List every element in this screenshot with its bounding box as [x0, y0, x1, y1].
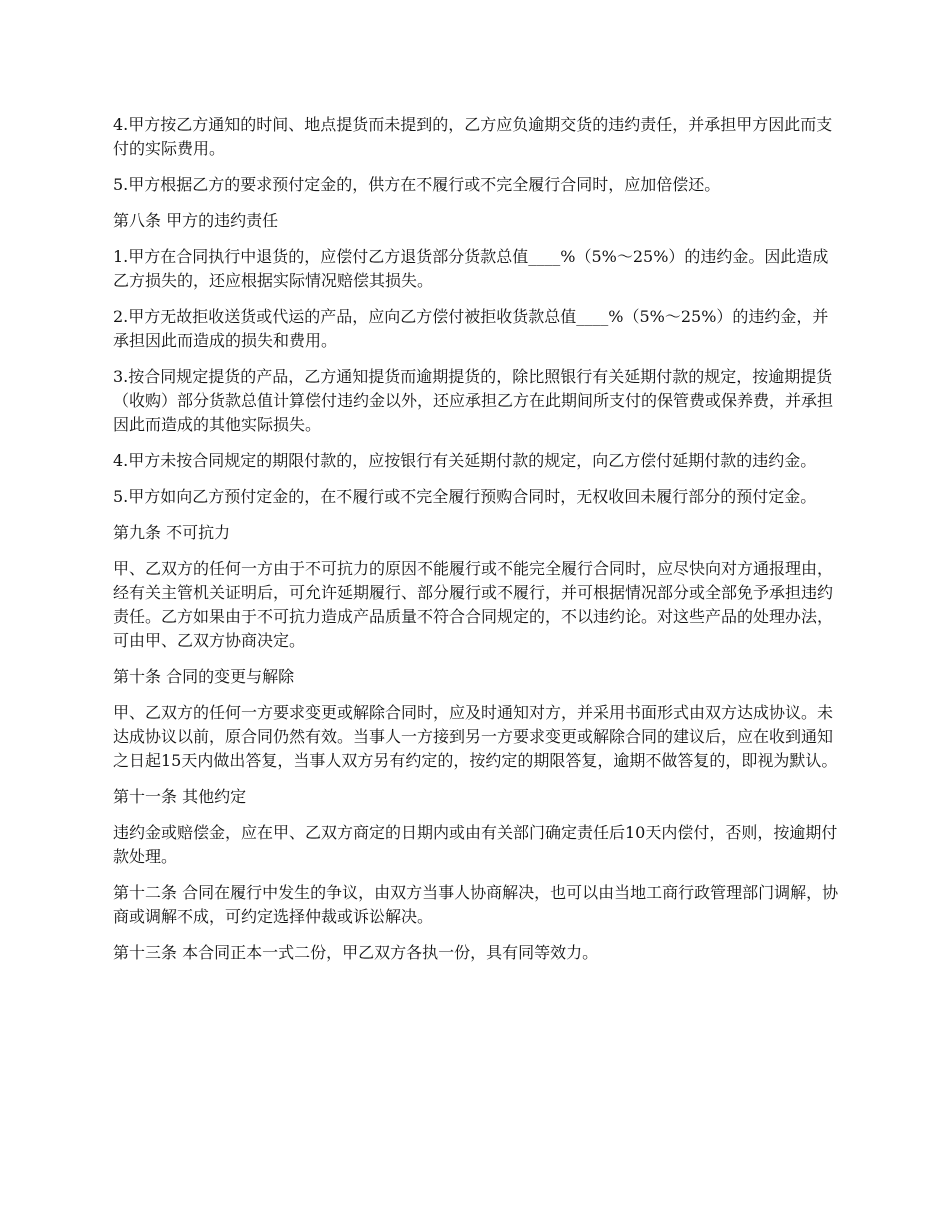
clause-7-item-5: 5.甲方根据乙方的要求预付定金的，供方在不履行或不完全履行合同时，应加倍偿还。	[113, 175, 721, 194]
article-8-item-4: 4.甲方未按合同规定的期限付款的，应按银行有关延期付款的规定，向乙方偿付延期付款的违约金。	[113, 451, 817, 470]
article-9-heading: 第九条 不可抗力	[113, 523, 231, 542]
article-11-heading: 第十一条 其他约定	[113, 787, 247, 806]
document-page	[113, 113, 840, 977]
article-10-body: 甲、乙双方的任何一方要求变更或解除合同时，应及时通知对方，并采用书面形式由双方达成协议。未达成协议以前，原合同仍然有效。当事人一方接到另一方要求变更或解除合同的建议后，应在收到通知之日起15天内做出答复，当事人双方另有约定的，按约定的期限答复，逾期不做答复的，即视为默认。	[113, 703, 838, 770]
article-13-body: 第十三条 本合同正本一式二份，甲乙双方各执一份，具有同等效力。	[113, 943, 599, 962]
article-12-body: 第十二条 合同在履行中发生的争议，由双方当事人协商解决，也可以由当地工商行政管理部门调解，协商或调解不成，可约定选择仲裁或诉讼解决。	[113, 883, 839, 926]
clause-7-item-4: 4.甲方按乙方通知的时间、地点提货而未提到的，乙方应负逾期交货的违约责任，并承担甲方因此而支付的实际费用。	[113, 115, 833, 158]
article-9-body: 甲、乙双方的任何一方由于不可抗力的原因不能履行或不能完全履行合同时，应尽快向对方通报理由，经有关主管机关证明后，可允许延期履行、部分履行或不履行，并可根据情况部分或全部免予承担违约责任。乙方如果由于不可抗力造成产品质量不符合合同规定的，不以违约论。对这些产品的处理办法，可由甲、乙双方协商决定。	[113, 559, 834, 650]
article-8-item-2: 2.甲方无故拒收送货或代运的产品，应向乙方偿付被拒收货款总值____%（5%～25%）的违约金，并承担因此而造成的损失和费用。	[113, 307, 829, 350]
article-8-heading: 第八条 甲方的违约责任	[113, 211, 279, 230]
article-8-item-3: 3.按合同规定提货的产品，乙方通知提货而逾期提货的，除比照银行有关延期付款的规定，按逾期提货（收购）部分货款总值计算偿付违约金以外，还应承担乙方在此期间所支付的保管费或保养费，并承担因此而造成的其他实际损失。	[113, 367, 834, 434]
article-11-body: 违约金或赔偿金，应在甲、乙双方商定的日期内或由有关部门确定责任后10天内偿付，否则，按逾期付款处理。	[113, 823, 838, 866]
article-8-item-1: 1.甲方在合同执行中退货的，应偿付乙方退货部分货款总值____%（5%～25%）的违约金。因此造成乙方损失的，还应根据实际情况赔偿其损失。	[113, 247, 829, 290]
article-10-heading: 第十条 合同的变更与解除	[113, 667, 295, 686]
article-8-item-5: 5.甲方如向乙方预付定金的，在不履行或不完全履行预购合同时，无权收回未履行部分的预付定金。	[113, 487, 817, 506]
